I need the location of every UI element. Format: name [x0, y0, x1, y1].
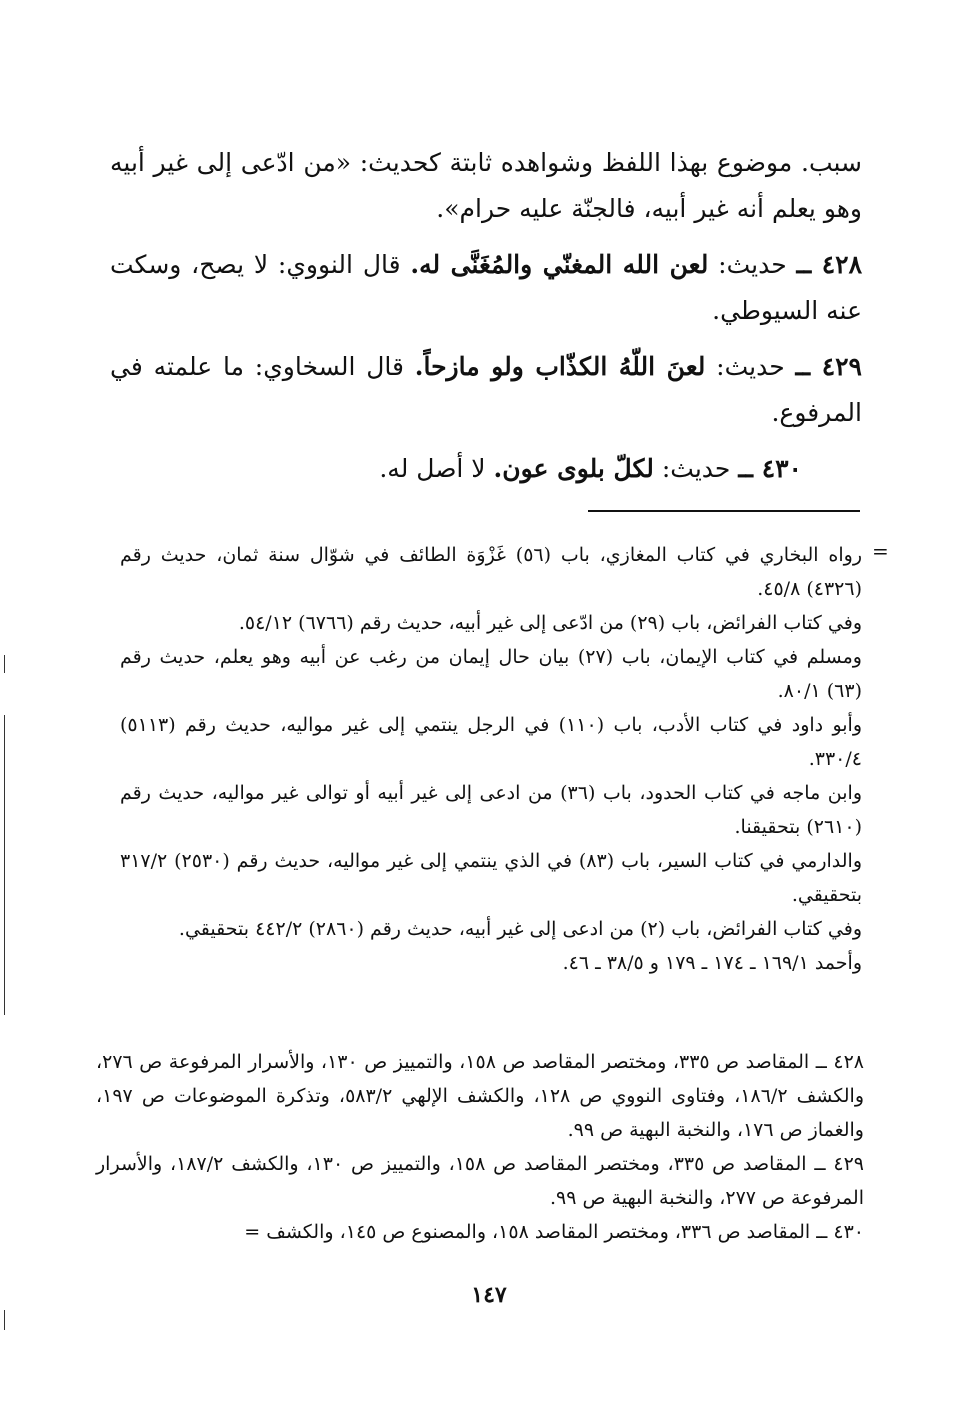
entry-ruling: لا أصل له. — [379, 454, 486, 483]
entry-428 — [110, 242, 862, 334]
footnote-separator — [588, 510, 860, 512]
footnote-line: وفي كتاب الفرائض، باب (٢) من ادعى إلى غير أبيه، حديث رقم (٢٨٦٠) ٤٤٢/٢ بتحقيقي. — [178, 918, 862, 940]
intro-paragraph: سبب. موضوع بهذا اللفظ وشواهده ثابتة كحديث: «من ادّعى إلى غير أبيه وهو يعلم أنه غير أبيه، فالجنّة عليه حرام». — [110, 148, 862, 223]
footnote-428: ٤٢٨ ــ المقاصد ص ٣٣٥، ومختصر المقاصد ص ١٥٨، والتمييز ص ١٣٠، والأسرار المرفوعة ص ٢٧٦، والكشف ١٨٦/٢، وفتاوى النووي ص ١٢٨، والكشف الإلهي ٥٨٣/٢، وتذكرة الموضوعات ص ١٩٧، والغماز ص ١٧٦، والنخبة البهية ص ٩٩. — [96, 1051, 865, 1141]
entry-number: ٤٢٨ ــ — [796, 250, 863, 279]
footnote-line: وأبو داود في كتاب الأدب، باب (١١٠) في الرجل ينتمي إلى غير مواليه، حديث رقم (٥١١٣) ٣٣٠/٤. — [120, 714, 863, 770]
scan-edge-mark — [4, 715, 5, 1015]
footnote-line: ومسلم في كتاب الإيمان، باب (٢٧) بيان حال إيمان من رغب عن أبيه وهو يعلم، حديث رقم (٦٣) ٨٠/١. — [120, 646, 862, 702]
entry-number: ٤٣٠ ــ — [738, 454, 802, 483]
entry-ruling: قال السخاوي: ما علمته في المرفوع. — [110, 352, 862, 427]
footnote-line: وابن ماجه في كتاب الحدود، باب (٣٦) من ادعى إلى غير أبيه أو توالى غير مواليه، حديث رقم (٢٦١٠) بتحقيقنا. — [120, 782, 862, 838]
footnote-line: وفي كتاب الفرائض، باب (٢٩) من ادّعى إلى غير أبيه، حديث رقم (٦٧٦٦) ٥٤/١٢. — [238, 612, 862, 634]
continuation-mark: = — [872, 539, 889, 563]
main-text — [110, 140, 862, 492]
entry-number: ٤٢٩ ــ — [795, 352, 862, 381]
footnote-430: ٤٣٠ ــ المقاصد ص ٣٣٦، ومختصر المقاصد ١٥٨، والمصنوع ص ١٤٥، والكشف = — [244, 1221, 864, 1243]
footnote-line: وأحمد ١٦٩/١ ـ ١٧٤ ـ ١٧٩ و ٣٨/٥ ـ ٤٦. — [562, 952, 862, 974]
entry-430 — [110, 446, 862, 492]
entry-label: حديث: — [716, 352, 785, 381]
hadith-text: لعن الله المغنّي والمُغَنَّى له. — [410, 250, 709, 279]
page-number: ١٤٧ — [471, 1282, 507, 1308]
footnote-line: رواه البخاري في كتاب المغازي، باب (٥٦) غَزْوَة الطائف في شوّال سنة ثمان، حديث رقم (٤٣٢٦) ٤٥/٨. — [120, 544, 862, 600]
scan-edge-mark — [4, 655, 5, 673]
entry-label: حديث: — [718, 250, 787, 279]
hadith-text: لعنَ اللّهُ الكذّاب ولو مازحاً. — [414, 352, 706, 381]
entry-label: حديث: — [661, 454, 731, 483]
entry-ruling: قال النووي: لا يصح، وسكت عنه السيوطي. — [110, 250, 862, 325]
footnote-continuation — [120, 538, 862, 980]
footnotes — [96, 1045, 864, 1249]
scan-edge-mark — [4, 1310, 5, 1330]
entry-429 — [110, 344, 862, 436]
hadith-text: لكلّ بلوى عون. — [493, 454, 654, 483]
footnote-line: والدارمي في كتاب السير، باب (٨٣) في الذي ينتمي إلى غير مواليه، حديث رقم (٢٥٣٠) ٣١٧/٢ بتحقيقي. — [120, 850, 863, 906]
footnote-429: ٤٢٩ ــ المقاصد ص ٣٣٥، ومختصر المقاصد ص ١٥٨، والتمييز ص ١٣٠، والكشف ١٨٧/٢، والأسرار المرفوعة ص ٢٧٧، والنخبة البهية ص ٩٩. — [96, 1153, 864, 1209]
